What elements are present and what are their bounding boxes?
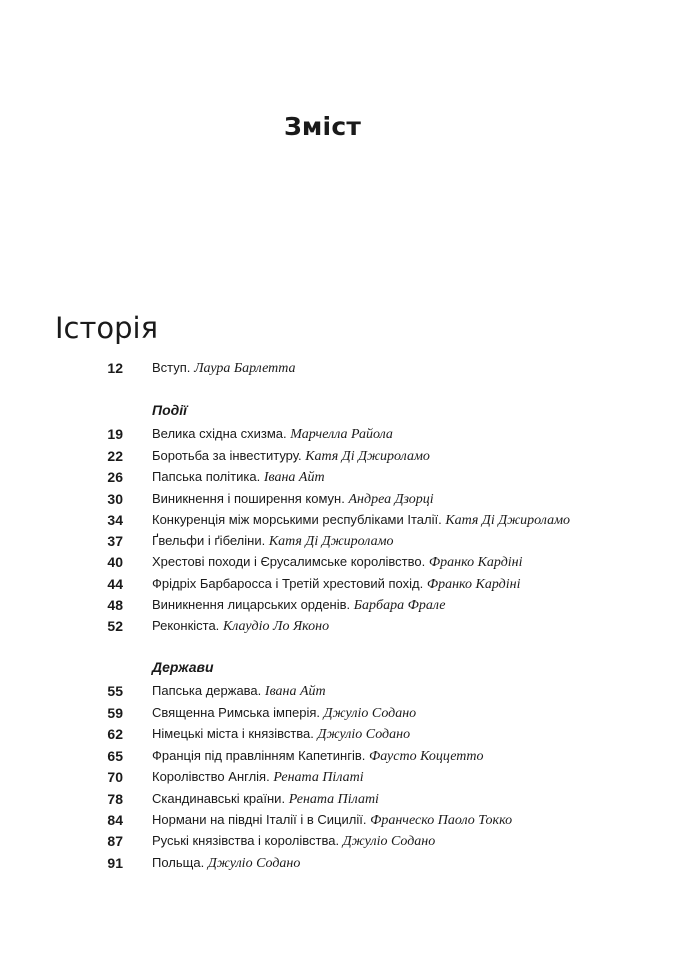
- entry-author: Франко Кардіні: [426, 577, 521, 592]
- entry-author: Рената Пілаті: [273, 770, 364, 785]
- page-number: 30: [107, 491, 123, 507]
- entry-title: Хрестові походи і Єрусалимське королівство.: [152, 554, 426, 569]
- entry-text: [152, 745, 483, 768]
- page-number: 12: [107, 360, 123, 376]
- entry-text: [152, 830, 435, 853]
- entry-text: [152, 702, 416, 725]
- entry-author: Франко Кардіні: [428, 555, 523, 570]
- page-number: 40: [107, 554, 123, 570]
- entry-author: Івана Айт: [263, 470, 325, 485]
- entry-title: Вступ.: [152, 360, 191, 375]
- page-number: 48: [107, 597, 123, 613]
- entry-text: [152, 852, 300, 875]
- entry-title: Польща.: [152, 855, 205, 870]
- entry-text: [152, 615, 329, 638]
- entry-text: [152, 594, 446, 617]
- page-number: 87: [107, 833, 123, 849]
- entry-text: [152, 530, 394, 553]
- entry-title: Реконкіста.: [152, 618, 220, 633]
- page-number: 22: [107, 448, 123, 464]
- page-number: 70: [107, 769, 123, 785]
- entry-text: [152, 788, 379, 811]
- page-number: 52: [107, 618, 123, 634]
- page-number: 44: [107, 576, 123, 592]
- entry-title: Королівство Англія.: [152, 769, 270, 784]
- entry-author: Андреа Дзорці: [348, 492, 434, 507]
- entry-title: Нормани на півдні Італії і в Сицилії.: [152, 812, 367, 827]
- entry-author: Рената Пілаті: [288, 792, 379, 807]
- entry-text: [152, 509, 570, 532]
- entry-author: Клаудіо Ло Яконо: [222, 619, 330, 634]
- entry-text: [152, 445, 430, 468]
- entry-title: Руські князівства і королівства.: [152, 833, 340, 848]
- entry-text: [152, 466, 325, 489]
- entry-text: [152, 573, 520, 596]
- subsection-heading-states: Держави: [152, 659, 214, 675]
- entry-author: Лаура Барлетта: [194, 361, 296, 376]
- entry-text: [152, 766, 364, 789]
- entry-text: [152, 488, 434, 511]
- entry-title: Велика східна схизма.: [152, 426, 287, 441]
- page-number: 91: [107, 855, 123, 871]
- page-number: 65: [107, 748, 123, 764]
- entry-title: Виникнення лицарських орденів.: [152, 597, 351, 612]
- entry-text: [152, 357, 296, 380]
- page-number: 34: [107, 512, 123, 528]
- entry-author: Джуліо Содано: [317, 727, 411, 742]
- page-number: 62: [107, 726, 123, 742]
- page-number: 37: [107, 533, 123, 549]
- entry-author: Катя Ді Джироламо: [445, 513, 571, 528]
- page-number: 78: [107, 791, 123, 807]
- entry-title: Конкуренція між морськими республіками Італії.: [152, 512, 442, 527]
- entry-title: Боротьба за інвеституру.: [152, 448, 302, 463]
- page-number: 55: [107, 683, 123, 699]
- entry-title: Фрідріх Барбаросса і Третій хрестовий похід.: [152, 576, 424, 591]
- entry-title: Скандинавські країни.: [152, 791, 286, 806]
- entry-text: [152, 551, 523, 574]
- entry-title: Папська держава.: [152, 683, 262, 698]
- page-number: 84: [107, 812, 123, 828]
- page-title: Зміст: [283, 112, 362, 141]
- entry-title: Франція під правлінням Капетингів.: [152, 748, 366, 763]
- entry-author: Джуліо Содано: [207, 856, 301, 871]
- entry-text: [152, 680, 326, 703]
- subsection-heading-events: Події: [152, 402, 188, 418]
- page-number: 26: [107, 469, 123, 485]
- entry-author: Івана Айт: [264, 684, 326, 699]
- entry-author: Джуліо Содано: [342, 834, 436, 849]
- page-number: 19: [107, 426, 123, 442]
- entry-title: Священна Римська імперія.: [152, 705, 320, 720]
- entry-title: Німецькі міста і князівства.: [152, 726, 314, 741]
- entry-author: Фаусто Коццетто: [368, 749, 484, 764]
- entry-author: Барбара Фрале: [353, 598, 446, 613]
- entry-text: [152, 423, 393, 446]
- entry-title: Виникнення і поширення комун.: [152, 491, 345, 506]
- entry-author: Катя Ді Джироламо: [305, 449, 430, 464]
- entry-title: Ґвельфи і ґібеліни.: [152, 533, 266, 548]
- entry-author: Франческо Паоло Токко: [370, 813, 513, 828]
- section-title: Історія: [55, 311, 159, 345]
- entry-text: [152, 723, 410, 746]
- entry-title: Папська політика.: [152, 469, 261, 484]
- page-number: 59: [107, 705, 123, 721]
- entry-text: [152, 809, 512, 832]
- entry-author: Катя Ді Джироламо: [268, 534, 394, 549]
- entry-author: Марчелла Райола: [290, 427, 393, 442]
- entry-author: Джуліо Содано: [323, 706, 417, 721]
